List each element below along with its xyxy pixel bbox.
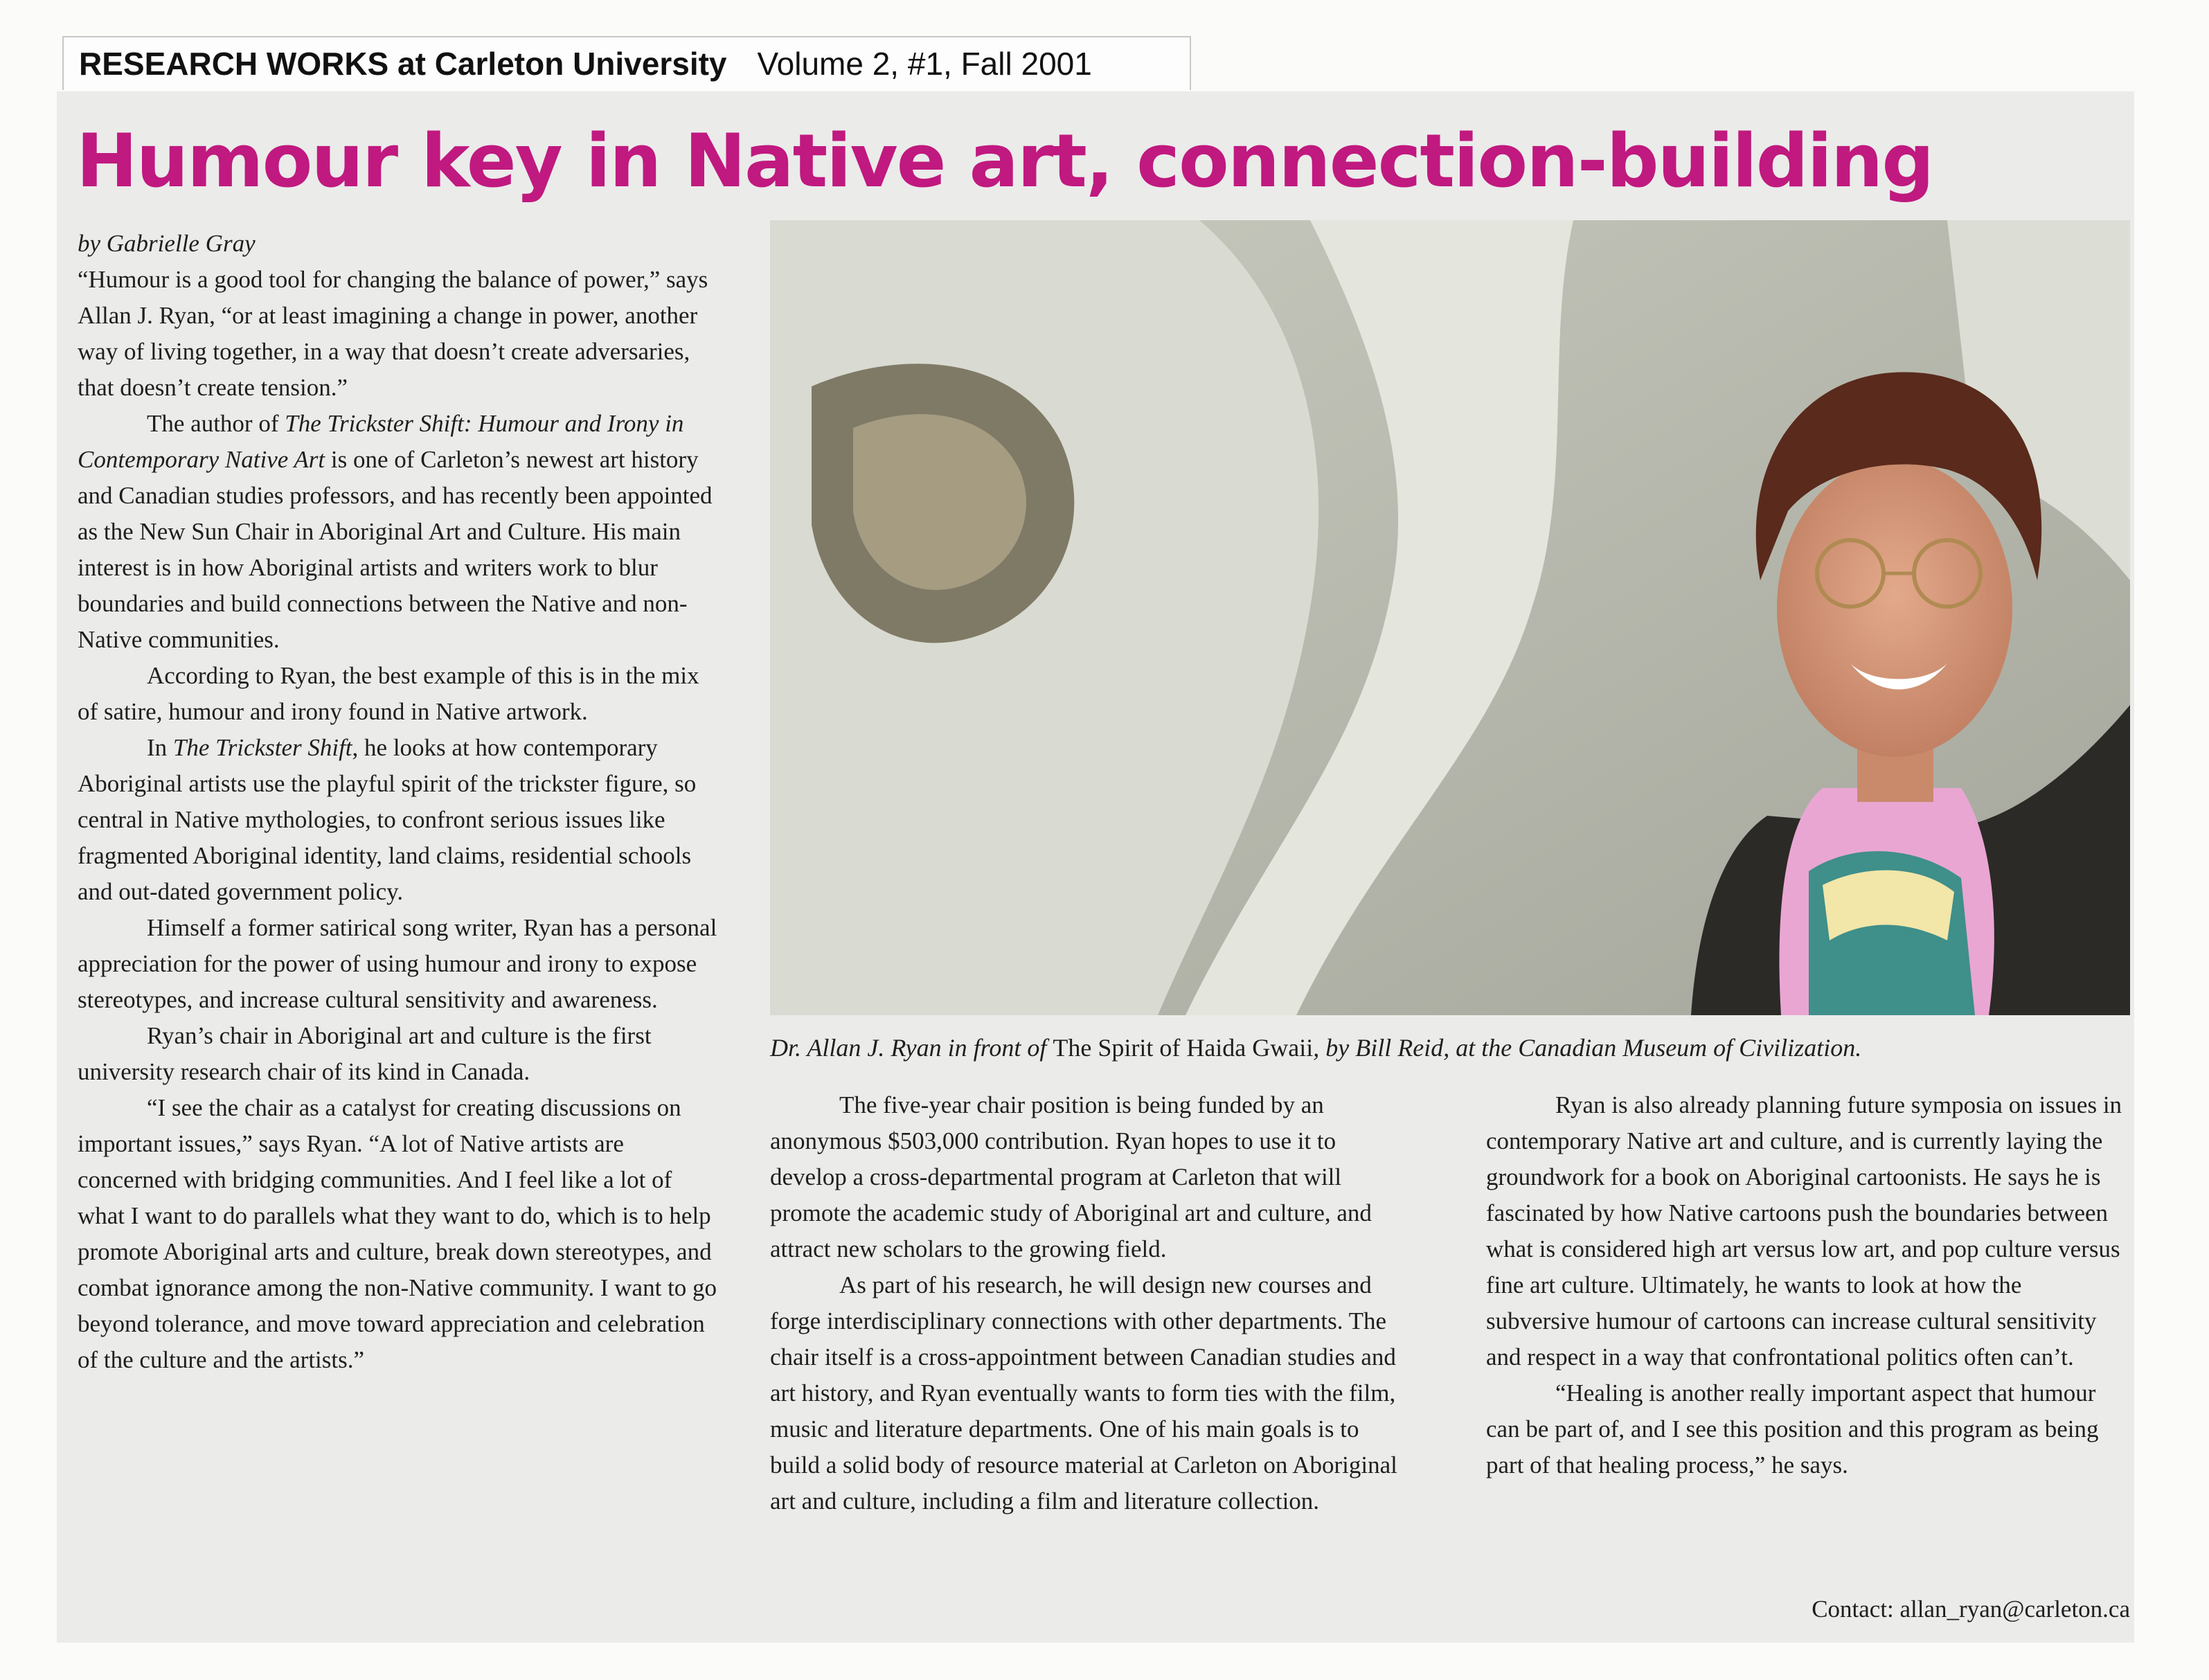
paragraph-text: is one of Carleton’s newest art history and Canadian studies professors, and has recently been appointed as the New Sun Chair in Aboriginal Art and Culture. His main interest is in how Aboriginal artists and writers work to blur boundaries and build connections between the Native and non-Native communities. — [78, 446, 713, 653]
paragraph — [78, 730, 722, 910]
paragraph: “Humour is a good tool for changing the balance of power,” says Allan J. Ryan, “or at least imagining a change in power, another way of living together, in a way that doesn’t create adversaries, that doesn’t create tension.” — [78, 266, 708, 401]
paragraph-text: , he looks at how contemporary Aboriginal artists use the playful spirit of the trickster figure, so central in Native mythologies, to confront serious issues like fragmented Aboriginal identity, land claims, residential schools and out-dated government policy. — [78, 734, 697, 905]
paragraph: The five-year chair position is being funded by an anonymous $503,000 contribution. Ryan hopes to use it to develop a cross-departmental program at Carleton that will promote the academic study of Aboriginal art and culture, and attract new scholars to the growing field. — [770, 1091, 1372, 1262]
paragraph: As part of his research, he will design new courses and forge interdisciplinary connections with other departments. The chair itself is a cross-appointment between Canadian studies and art history, and Ryan eventually wants to form ties with the film, music and literature departments. One of his main goals is to build a solid body of resource material at Carleton on Aboriginal art and culture, including a film and literature collection. — [770, 1271, 1397, 1514]
publication-name: RESEARCH WORKS at Carleton University — [79, 46, 727, 82]
byline: by Gabrielle Gray — [78, 230, 256, 257]
caption-text: , by Bill Reid, at the Canadian Museum of Civilization. — [1313, 1034, 1862, 1062]
book-title: The Trickster Shift — [172, 734, 352, 761]
caption-text: Dr. Allan J. Ryan in front of — [770, 1034, 1053, 1062]
paragraph: Ryan is also already planning future symposia on issues in contemporary Native art and culture, and is currently laying the groundwork for a book on Aboriginal cartoonists. He says he is fascinated by how Native cartoons push the boundaries between what is considered high art versus low art, and pop culture versus fine art culture. Ultimately, he wants to look at how the subversive humour of cartoons can increase cultural sensitivity and respect in a way that confrontational politics often can’t. — [1486, 1091, 2122, 1370]
contact-line: Contact: allan_ryan@carleton.ca — [1812, 1596, 2130, 1623]
paragraph: According to Ryan, the best example of this is in the mix of satire, humour and irony found in Native artwork. — [78, 662, 699, 725]
paragraph: “Healing is another really important aspect that humour can be part of, and I see this position and this program as being part of that healing process,” he says. — [1486, 1379, 2099, 1478]
issue-info: Volume 2, #1, Fall 2001 — [757, 46, 1092, 82]
paragraph: Ryan’s chair in Aboriginal art and culture is the first university research chair of its kind in Canada. — [78, 1022, 652, 1085]
photo-caption — [770, 1029, 2130, 1066]
paragraph — [78, 406, 722, 658]
caption-artwork-title: The Spirit of Haida Gwaii — [1053, 1034, 1314, 1062]
paragraph: “I see the chair as a catalyst for creating discussions on important issues,” says Ryan. “A lot of Native artists are concerned with bridging communities. And I feel like a lot of what I want to do parallels what they want to do, which is to help promote Aboriginal arts and culture, break down stereotypes, and combat ignorance among the non-Native community. I want to go beyond tolerance, and move toward appreciation and celebration of the culture and the artists.” — [78, 1094, 717, 1373]
article-column-3 — [1486, 1087, 2130, 1483]
article-column-2 — [770, 1087, 1414, 1519]
paragraph-text: The author of — [147, 410, 285, 437]
headline: Humour key in Native art, connection-building — [76, 118, 1933, 204]
paragraph-text: In — [147, 734, 173, 761]
portrait-photo — [770, 220, 2130, 1015]
book-title: The Trickster Shift: Humour and Irony in Contemporary Native Art — [78, 410, 684, 473]
article-column-1 — [78, 226, 722, 1378]
paragraph: Himself a former satirical song writer, Ryan has a personal appreciation for the power of using humour and irony to expose stereotypes, and increase cultural sensitivity and awareness. — [78, 914, 717, 1013]
face — [1777, 459, 2012, 757]
photo-illustration — [770, 220, 2130, 1015]
masthead — [62, 36, 1191, 90]
